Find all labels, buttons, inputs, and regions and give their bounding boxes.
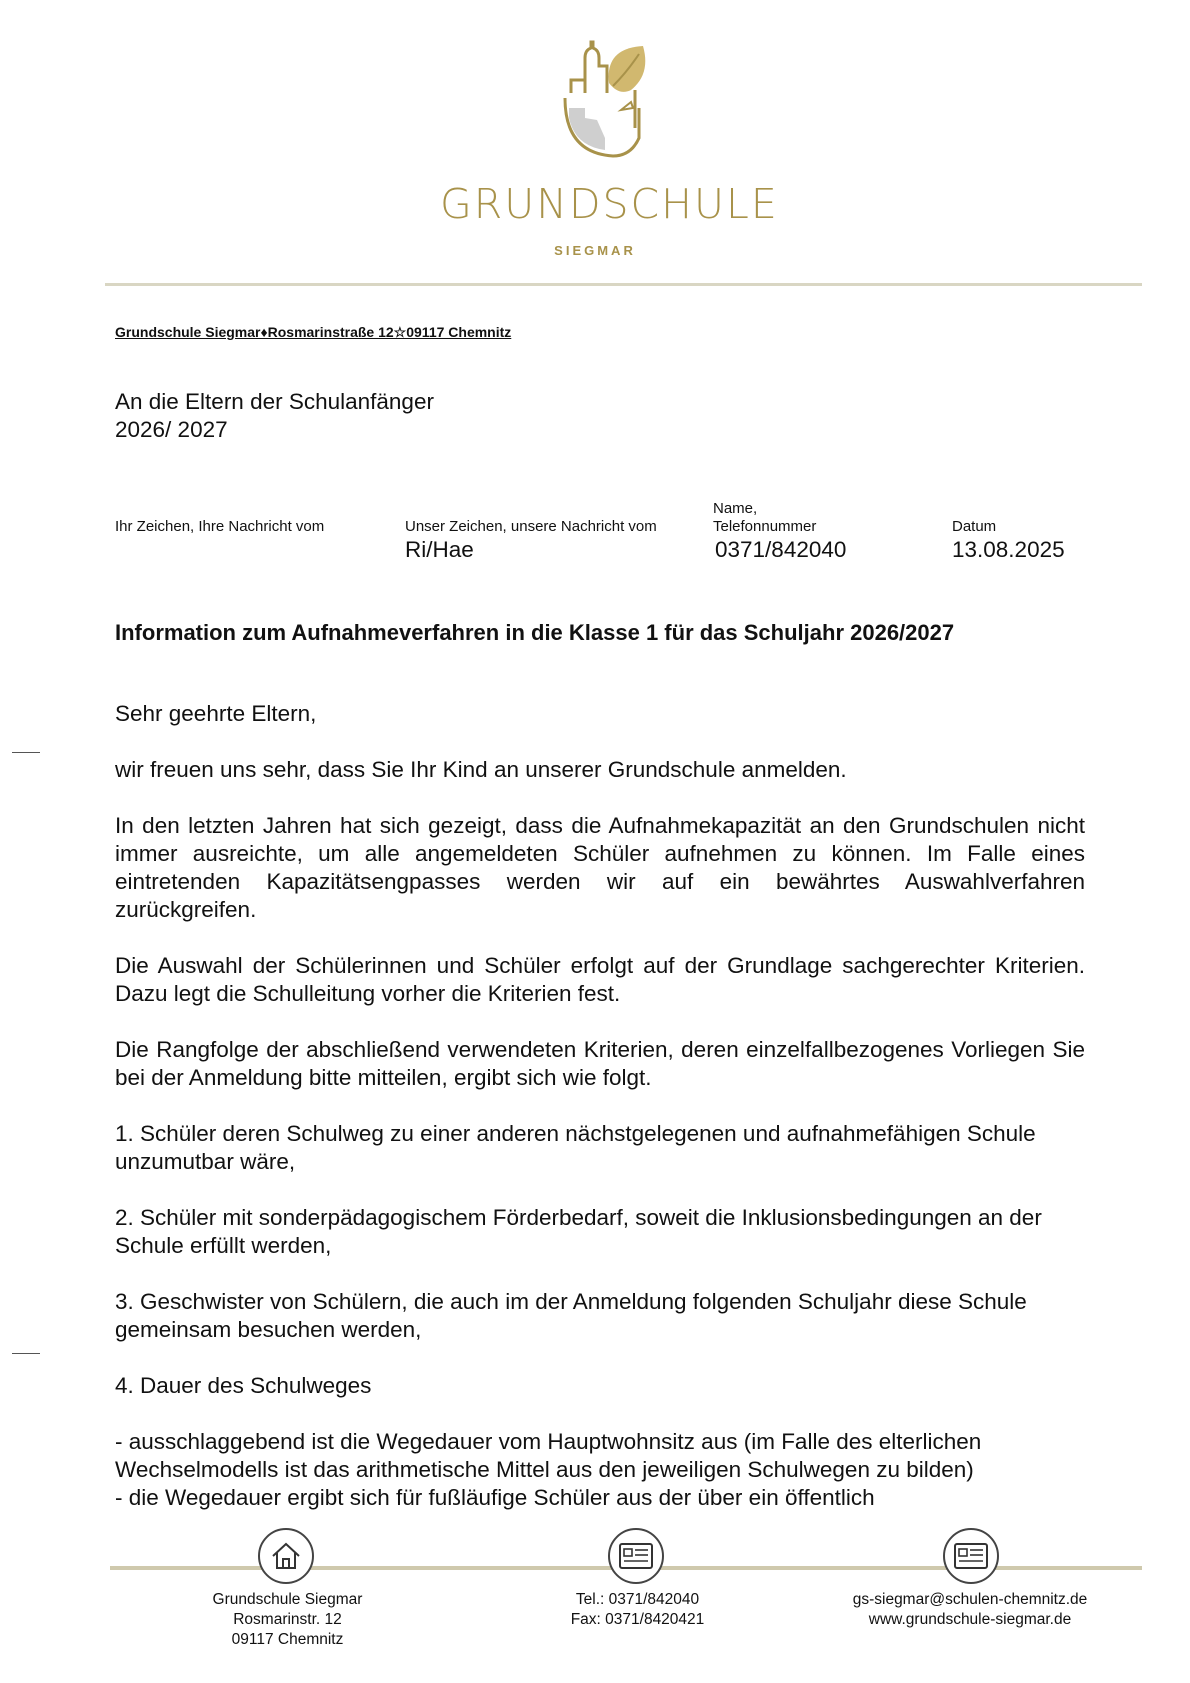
footer-web <box>820 1590 1120 1630</box>
contact-card-icon <box>608 1528 664 1584</box>
school-name: GRUNDSCHULE <box>440 180 779 228</box>
footer-phone-line: Tel.: 0371/842040 <box>575 1591 700 1608</box>
paragraph: Die Rangfolge der abschließend verwendeten Kriterien, deren einzelfallbezogenes Vorliegen Sie bei der Anmeldung bitte mitteilen, ergibt sich wie folgt. <box>115 1037 1085 1090</box>
footer-fax-line: Fax: 0371/8420421 <box>570 1611 705 1628</box>
phone-value: 0371/842040 <box>715 537 847 562</box>
fold-mark <box>12 1353 40 1354</box>
date-value: 13.08.2025 <box>952 537 1065 562</box>
our-reference-label: Unser Zeichen, unsere Nachricht vom <box>405 518 657 535</box>
paragraph: Die Auswahl der Schülerinnen und Schüler erfolgt auf der Grundlage sachgerechter Kriterien. Dazu legt die Schulleitung vorher die Kriterien fest. <box>115 953 1085 1006</box>
date-label: Datum <box>952 518 997 535</box>
footer-website[interactable]: www.grundschule-siegmar.de <box>868 1611 1072 1628</box>
criteria-bullet: - die Wegedauer ergibt sich für fußläufige Schüler aus der über ein öffentlich <box>115 1485 875 1510</box>
footer-address-line: Grundschule Siegmar <box>212 1591 363 1608</box>
phone-label: Telefonnummer <box>713 518 817 535</box>
footer-address-line: 09117 Chemnitz <box>231 1631 344 1648</box>
recipient-line-2: 2026/ 2027 <box>115 417 228 442</box>
house-icon <box>258 1528 314 1584</box>
header-divider <box>105 283 1142 286</box>
contact-card-icon <box>943 1528 999 1584</box>
footer-address-line: Rosmarinstr. 12 <box>233 1611 342 1628</box>
footer-phone <box>510 1590 765 1630</box>
paragraph: In den letzten Jahren hat sich gezeigt, dass die Aufnahmekapazität an den Grundschulen nicht immer ausreichte, um alle angemeldeten Schüler aufnehmen zu können. Im Falle eines eintretenden Kapazitätsengpasses werden wir auf ein bewährtes Auswahlverfahren zurückgreifen. <box>115 813 1085 922</box>
recipient-block <box>115 388 434 444</box>
school-subtitle: SIEGMAR <box>554 243 636 258</box>
our-reference-value: Ri/Hae <box>405 537 474 562</box>
criteria-item: 2. Schüler mit sonderpädagogischem Förderbedarf, soweit die Inklusionsbedingungen an der Schule erfüllt werden, <box>115 1205 1042 1258</box>
your-reference-label: Ihr Zeichen, Ihre Nachricht vom <box>115 518 325 535</box>
footer-address <box>160 1590 415 1650</box>
sender-address-line: Grundschule Siegmar♦Rosmarinstraße 12☆09117 Chemnitz <box>115 324 512 340</box>
school-tower-leaf-logo-icon <box>535 38 685 168</box>
letter-body <box>115 700 1085 1512</box>
paragraph: wir freuen uns sehr, dass Sie Ihr Kind an unserer Grundschule anmelden. <box>115 757 847 782</box>
name-label: Name, <box>713 500 758 517</box>
criteria-item: 1. Schüler deren Schulweg zu einer anderen nächstgelegenen und aufnahmefähigen Schule unzumutbar wäre, <box>115 1121 1036 1174</box>
footer-email[interactable]: gs-siegmar@schulen-chemnitz.de <box>852 1591 1088 1608</box>
criteria-item: 3. Geschwister von Schülern, die auch im der Anmeldung folgenden Schuljahr diese Schule gemeinsam besuchen werden, <box>115 1289 1027 1342</box>
criteria-bullet: - ausschlaggebend ist die Wegedauer vom Hauptwohnsitz aus (im Falle des elterlichen Wechselmodells ist das arithmetische Mittel aus den jeweiligen Schulwegen zu bilden) <box>115 1429 982 1482</box>
salutation: Sehr geehrte Eltern, <box>115 701 317 726</box>
letter-subject: Information zum Aufnahmeverfahren in die Klasse 1 für das Schuljahr 2026/2027 <box>115 620 955 645</box>
recipient-line-1: An die Eltern der Schulanfänger <box>115 389 434 414</box>
fold-mark <box>12 752 40 753</box>
criteria-item: 4. Dauer des Schulweges <box>115 1373 372 1398</box>
